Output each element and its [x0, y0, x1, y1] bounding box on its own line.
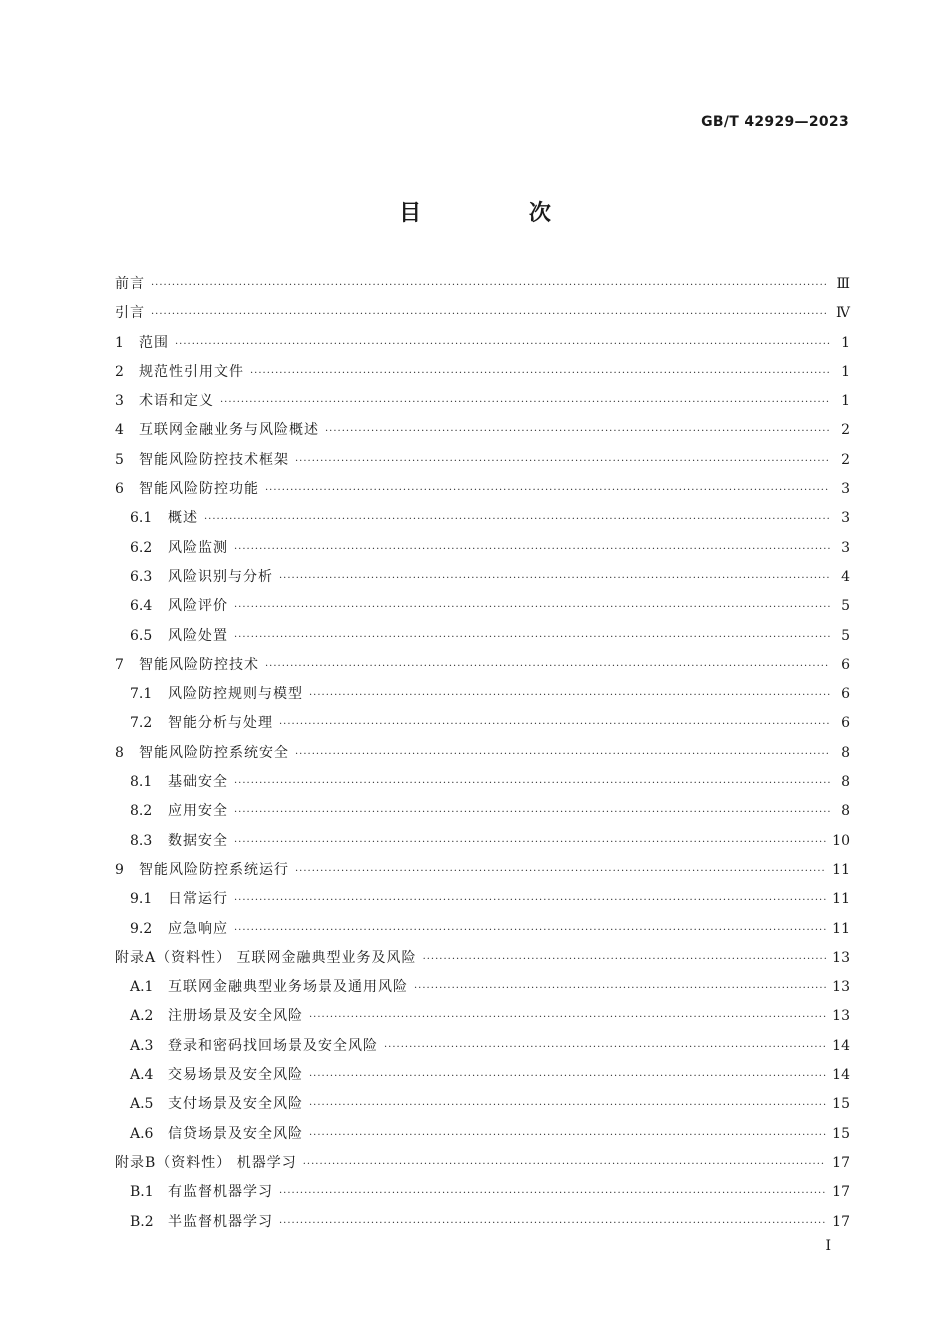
toc-entry[interactable]: [115, 1061, 850, 1090]
toc-entry-page: 1: [841, 334, 850, 351]
toc-entry-page: 11: [832, 861, 850, 878]
toc-leader-dots: [295, 447, 830, 476]
toc-entry-label: 半监督机器学习: [168, 1213, 273, 1230]
toc-entry-label: 风险处置: [168, 627, 228, 644]
toc-entry-number: A.4: [130, 1067, 154, 1084]
toc-entry-page: 5: [841, 627, 850, 644]
toc-entry-page: 11: [832, 891, 850, 908]
toc-leader-dots: [265, 476, 830, 505]
toc-entry-page: 15: [832, 1125, 850, 1142]
toc-entry-number: 8.3: [130, 832, 153, 849]
toc-entry-number: 9: [115, 861, 124, 878]
toc-leader-dots: [220, 388, 830, 417]
toc-entry-label: 登录和密码找回场景及安全风险: [168, 1037, 378, 1054]
toc-entry-number: A.5: [130, 1096, 154, 1113]
toc-entry-page: 8: [841, 744, 850, 761]
toc-leader-dots: [325, 417, 830, 446]
toc-leader-dots: [234, 916, 826, 945]
toc-entry[interactable]: [115, 329, 850, 358]
toc-leader-dots: [234, 769, 830, 798]
toc-entry-label: 智能风险防控系统运行: [139, 861, 289, 878]
toc-entry-number: A.1: [130, 979, 154, 996]
toc-entry-label: 有监督机器学习: [168, 1184, 273, 1201]
toc-entry-page: 14: [832, 1067, 850, 1084]
toc-entry-page: 11: [832, 920, 850, 937]
toc-entry-number: 8.1: [130, 774, 153, 791]
toc-leader-dots: [295, 857, 826, 886]
toc-entry[interactable]: [115, 270, 850, 299]
toc-entry-number: A.2: [130, 1008, 154, 1025]
toc-entry-page: 6: [841, 715, 850, 732]
toc-entry-page: 4: [841, 568, 850, 585]
toc-entry-page: 3: [841, 539, 850, 556]
toc-entry[interactable]: [115, 504, 850, 533]
toc-entry-number: 6: [115, 481, 124, 498]
toc-entry-label: 附录A（资料性） 互联网金融典型业务及风险: [115, 949, 417, 966]
toc-entry-label: 智能风险防控技术: [139, 656, 259, 673]
toc-leader-dots: [234, 593, 830, 622]
toc-entry-page: 13: [832, 949, 850, 966]
toc-entry-number: 9.2: [130, 920, 153, 937]
toc-leader-dots: [204, 505, 830, 534]
toc-entry-page: 8: [841, 774, 850, 791]
toc-leader-dots: [175, 330, 830, 359]
toc-entry-number: 1: [115, 334, 124, 351]
toc-entry-label: 日常运行: [168, 891, 228, 908]
toc-entry[interactable]: [115, 973, 850, 1002]
toc-entry[interactable]: [115, 1120, 850, 1149]
toc-entry-page: 1: [841, 363, 850, 380]
toc-entry[interactable]: [115, 1178, 850, 1207]
toc-entry-label: 数据安全: [168, 832, 228, 849]
toc-entry[interactable]: [115, 1149, 850, 1178]
toc-leader-dots: [234, 828, 826, 857]
toc-entry-number: 6.4: [130, 598, 153, 615]
toc-entry[interactable]: [115, 768, 850, 797]
toc-entry-number: 5: [115, 451, 124, 468]
toc-entry-label: 规范性引用文件: [139, 363, 244, 380]
toc-entry-label: 前言: [115, 276, 145, 292]
toc-entry-number: 4: [115, 422, 124, 439]
toc-entry-number: 7: [115, 656, 124, 673]
toc-entry[interactable]: [115, 1002, 850, 1031]
toc-entry-page: 10: [832, 832, 850, 849]
toc-entry-page: 3: [841, 510, 850, 527]
toc-leader-dots: [234, 623, 830, 652]
toc-entry[interactable]: [115, 1032, 850, 1061]
toc-entry-page: 1: [841, 393, 850, 410]
toc-leader-dots: [279, 1209, 826, 1238]
toc-entry-label: 信贷场景及安全风险: [168, 1125, 303, 1142]
toc-entry-number: 9.1: [130, 891, 153, 908]
toc-entry[interactable]: [115, 797, 850, 826]
toc-leader-dots: [295, 740, 830, 769]
toc-entry-page: 5: [841, 598, 850, 615]
toc-entry-label: 基础安全: [168, 774, 228, 791]
toc-leader-dots: [151, 271, 830, 300]
toc-entry[interactable]: [115, 709, 850, 738]
toc-leader-dots: [279, 710, 830, 739]
toc-entry-label: 附录B（资料性） 机器学习: [115, 1154, 297, 1171]
toc-entry-label: 智能风险防控技术框架: [139, 451, 289, 468]
toc-entry-page: 8: [841, 803, 850, 820]
toc-entry-number: 7.1: [130, 686, 153, 703]
toc-leader-dots: [151, 300, 830, 329]
toc-entry-number: 6.1: [130, 510, 153, 527]
toc-entry-label: 风险监测: [168, 539, 228, 556]
toc-entry[interactable]: [115, 827, 850, 856]
standard-code: GB/T 42929—2023: [701, 114, 849, 130]
page-number: Ⅰ: [825, 1238, 831, 1254]
toc-leader-dots: [303, 1150, 826, 1179]
toc-leader-dots: [265, 652, 830, 681]
toc-entry-page: 6: [841, 686, 850, 703]
page-title: 目 次: [399, 201, 601, 226]
toc-entry-number: 6.2: [130, 539, 153, 556]
toc-entry[interactable]: [115, 475, 850, 504]
toc-entry[interactable]: [115, 592, 850, 621]
toc-entry-page: 2: [841, 451, 850, 468]
toc-entry-page: 15: [832, 1096, 850, 1113]
toc-entry[interactable]: [115, 885, 850, 914]
toc-entry-label: 支付场景及安全风险: [168, 1096, 303, 1113]
toc-leader-dots: [309, 1003, 826, 1032]
toc-entry[interactable]: [115, 651, 850, 680]
toc-entry-page: 13: [832, 979, 850, 996]
toc-entry-label: 应用安全: [168, 803, 228, 820]
toc-entry[interactable]: [115, 387, 850, 416]
toc-entry-page: 2: [841, 422, 850, 439]
toc-entry-page: 3: [841, 481, 850, 498]
toc-leader-dots: [279, 1179, 826, 1208]
toc-entry[interactable]: [115, 358, 850, 387]
toc-entry[interactable]: [115, 739, 850, 768]
toc-entry-page: Ⅲ: [836, 276, 850, 292]
toc-entry-label: 交易场景及安全风险: [168, 1067, 303, 1084]
toc-leader-dots: [234, 798, 830, 827]
toc-entry[interactable]: [115, 856, 850, 885]
toc-entry[interactable]: [115, 680, 850, 709]
toc-entry[interactable]: [115, 944, 850, 973]
toc-entry-label: 注册场景及安全风险: [168, 1008, 303, 1025]
toc-entry-label: 风险防控规则与模型: [168, 686, 303, 703]
toc-entry-number: 3: [115, 393, 124, 410]
toc-leader-dots: [234, 535, 830, 564]
toc-leader-dots: [250, 359, 830, 388]
toc-entry[interactable]: [115, 534, 850, 563]
toc-entry-page: 17: [832, 1154, 850, 1171]
toc-entry-page: 17: [832, 1213, 850, 1230]
toc-entry-label: 互联网金融业务与风险概述: [139, 422, 319, 439]
toc-entry-label: 术语和定义: [139, 393, 214, 410]
toc-entry-label: 智能风险防控功能: [139, 481, 259, 498]
toc-entry[interactable]: [115, 416, 850, 445]
toc-leader-dots: [414, 974, 826, 1003]
toc-leader-dots: [384, 1033, 826, 1062]
toc-entry[interactable]: [115, 1208, 850, 1237]
toc-entry-number: 8.2: [130, 803, 153, 820]
toc-entry-page: Ⅳ: [836, 305, 850, 322]
toc-leader-dots: [423, 945, 827, 974]
toc-leader-dots: [309, 1062, 826, 1091]
toc-leader-dots: [234, 886, 826, 915]
toc-entry-label: 智能风险防控系统安全: [139, 744, 289, 761]
toc-entry-number: 8: [115, 744, 124, 761]
toc-entry-page: 17: [832, 1184, 850, 1201]
toc-leader-dots: [279, 564, 830, 593]
toc-leader-dots: [309, 1121, 826, 1150]
toc-leader-dots: [309, 681, 830, 710]
toc-entry[interactable]: [115, 622, 850, 651]
toc-leader-dots: [309, 1091, 826, 1120]
toc-entry[interactable]: [115, 915, 850, 944]
toc-entry[interactable]: [115, 299, 850, 328]
toc-entry-number: 6.5: [130, 627, 153, 644]
toc-entry-label: 概述: [168, 510, 198, 527]
toc-entry-number: A.6: [130, 1125, 154, 1142]
toc-entry[interactable]: [115, 563, 850, 592]
toc-entry-label: 智能分析与处理: [168, 715, 273, 732]
toc-entry-label: 范围: [139, 334, 169, 351]
toc-entry[interactable]: [115, 1090, 850, 1119]
toc-entry-number: B.1: [130, 1184, 154, 1201]
toc-entry-number: 7.2: [130, 715, 153, 732]
toc-entry-number: 6.3: [130, 568, 153, 585]
toc-entry-page: 13: [832, 1008, 850, 1025]
toc-entry-page: 6: [841, 656, 850, 673]
table-of-contents: [115, 270, 850, 1237]
toc-entry-label: 风险识别与分析: [168, 568, 273, 585]
toc-entry-label: 风险评价: [168, 598, 228, 615]
toc-entry[interactable]: [115, 446, 850, 475]
toc-entry-number: 2: [115, 363, 124, 380]
toc-entry-label: 互联网金融典型业务场景及通用风险: [168, 979, 408, 996]
toc-entry-number: A.3: [130, 1037, 154, 1054]
toc-entry-number: B.2: [130, 1213, 154, 1230]
toc-entry-label: 引言: [115, 305, 145, 322]
toc-entry-page: 14: [832, 1037, 850, 1054]
toc-entry-label: 应急响应: [168, 920, 228, 937]
